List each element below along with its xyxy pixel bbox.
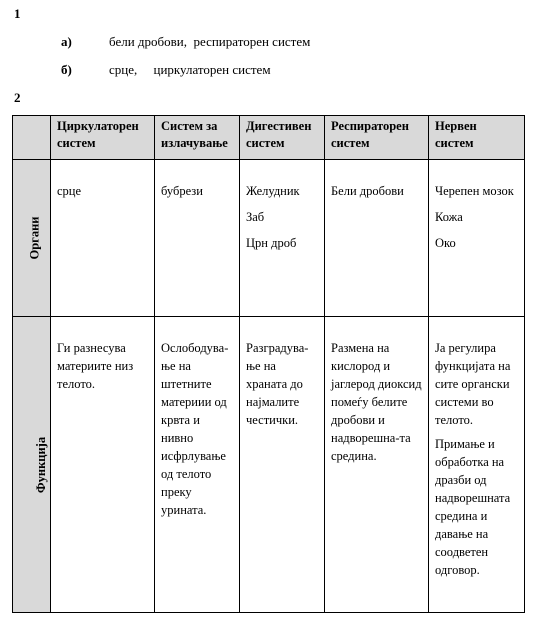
table-cell <box>240 160 325 317</box>
cell-text: Примање и обработка на дразби од надворешната средина и давање на соодветен одговор. <box>435 437 511 577</box>
cell-text: Желудник <box>246 184 300 198</box>
cell-text: срце <box>57 184 82 198</box>
table-cell <box>155 317 240 613</box>
table-cell <box>155 160 240 317</box>
table-cell <box>51 160 155 317</box>
answer-b-text: срце, циркулаторен систем <box>109 62 271 77</box>
column-header: Циркулаторен систем <box>51 116 155 160</box>
column-header: Дигестивен систем <box>240 116 325 160</box>
row-header-function <box>13 317 51 613</box>
table-cell <box>429 317 525 613</box>
cell-text: бубрези <box>161 184 203 198</box>
cell-text: Ослободува-ње на штетните материии од крвта и нивно исфрлување од телото преку урината. <box>161 341 229 517</box>
row-header-organs <box>13 160 51 317</box>
table-row-function <box>13 317 525 613</box>
row-label: Органи <box>27 216 42 260</box>
table-cell <box>325 160 429 317</box>
answer-b <box>61 62 271 78</box>
column-header: Систем за излачување <box>155 116 240 160</box>
table-header-row <box>13 116 525 160</box>
question-1-number: 1 <box>14 6 21 21</box>
table-cell <box>429 160 525 317</box>
table-cell <box>51 317 155 613</box>
answer-a <box>61 34 310 50</box>
cell-text: Разградува-ње на храната до најмалите честички. <box>246 341 309 427</box>
table-corner-cell <box>13 116 51 160</box>
table-row-organs <box>13 160 525 317</box>
cell-text: Ја регулира функцијата на сите органски системи во телото. <box>435 341 511 427</box>
cell-text: Око <box>435 236 456 250</box>
organ-systems-table <box>12 115 525 613</box>
cell-text: Црн дроб <box>246 236 297 250</box>
column-header: Респираторен систем <box>325 116 429 160</box>
cell-text: Заб <box>246 210 265 224</box>
answer-b-letter: б) <box>61 62 72 77</box>
cell-text: Кожа <box>435 210 463 224</box>
answer-a-letter: а) <box>61 34 72 49</box>
cell-text: Ги разнесува материите низ телото. <box>57 341 134 391</box>
row-label: Функција <box>34 436 49 493</box>
table-cell <box>325 317 429 613</box>
cell-text: Черепен мозок <box>435 184 514 198</box>
cell-text: Бели дробови <box>331 184 404 198</box>
question-2-number: 2 <box>14 90 21 105</box>
answer-a-text: бели дробови, респираторен систем <box>109 34 311 49</box>
column-header: Нервен систем <box>429 116 525 160</box>
cell-text: Размена на кислород и јаглерод диоксид помеѓу белите дробови и надворешна-та средина. <box>331 341 422 463</box>
table-cell <box>240 317 325 613</box>
